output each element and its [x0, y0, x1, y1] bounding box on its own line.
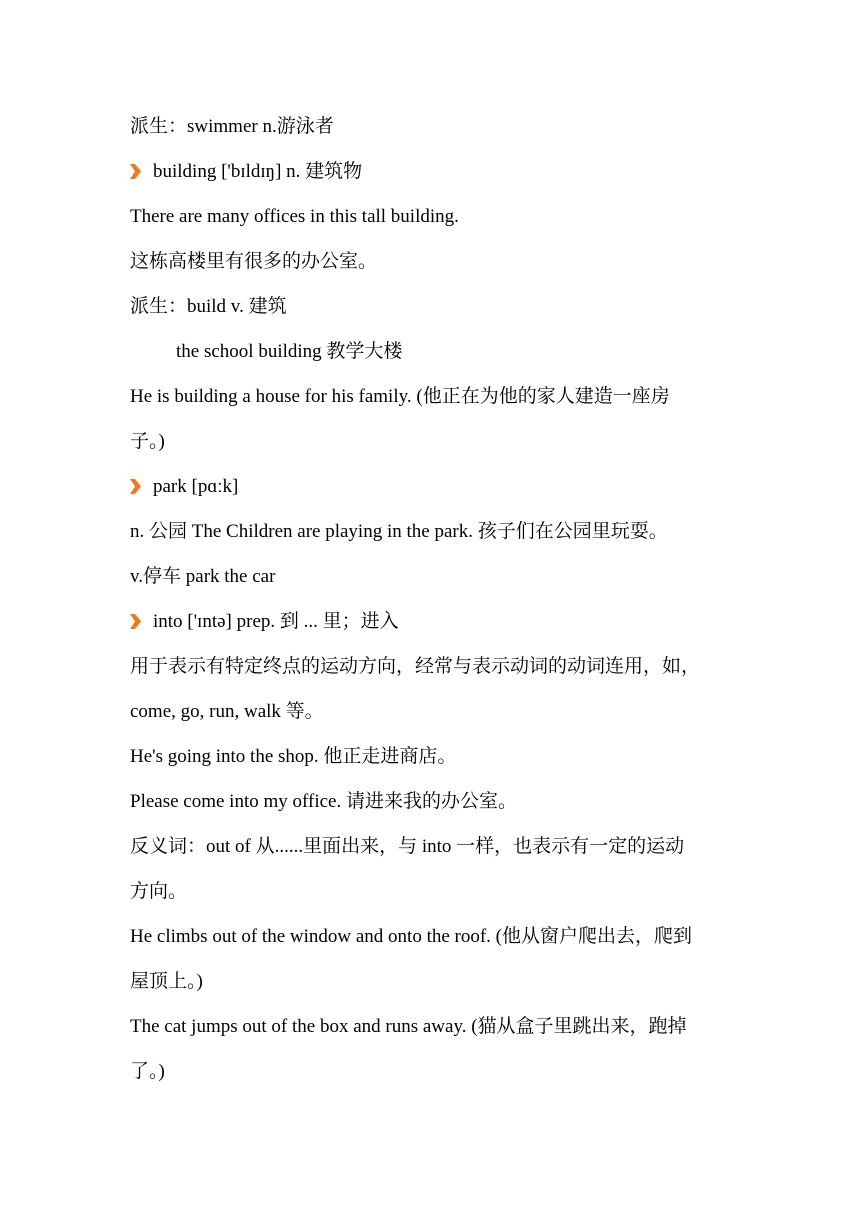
- vocab-heading-into: into ['ɪntə] prep. 到 ... 里；进入: [130, 610, 740, 634]
- example-sentence-climbs-cont: 屋顶上。): [130, 971, 203, 992]
- example-sentence-cat: The cat jumps out of the box and runs away. (猫从盒子里跳出来，跑掉: [130, 1016, 687, 1037]
- example-sentence-into-shop: He's going into the shop. 他正走进商店。: [130, 746, 457, 767]
- arrow-bullet-icon: [130, 614, 141, 629]
- phrase-school-building: the school building 教学大楼: [176, 341, 403, 362]
- vocab-heading-park: park [pɑːk]: [130, 475, 740, 499]
- example-sentence-building-house-cont: 子。): [130, 431, 165, 452]
- example-sentence-building-house: He is building a house for his family. (他正在为他的家人建造一座房: [130, 386, 670, 407]
- example-sentence-climbs: He climbs out of the window and onto the roof. (他从窗户爬出去，爬到: [130, 926, 693, 947]
- example-sentence-zh: 这栋高楼里有很多的办公室。: [130, 251, 378, 272]
- text-line-derivative-build: 派生：build v. 建筑: [130, 296, 287, 317]
- antonym-out-of: 反义词：out of 从......里面出来，与 into 一样，也表示有一定的运动: [130, 836, 685, 857]
- usage-note-into-cont: come, go, run, walk 等。: [130, 701, 324, 722]
- arrow-bullet-icon: [130, 479, 141, 494]
- arrow-bullet-icon: [130, 164, 141, 179]
- antonym-out-of-cont: 方向。: [130, 881, 188, 902]
- vocab-heading-building: building ['bɪldɪŋ] n. 建筑物: [130, 160, 740, 184]
- definition-park-verb: v.停车 park the car: [130, 566, 276, 587]
- text-line-derivative-swimmer: 派生：swimmer n.游泳者: [130, 116, 334, 137]
- example-sentence-en: There are many offices in this tall building.: [130, 206, 459, 227]
- example-sentence-into-office: Please come into my office. 请进来我的办公室。: [130, 791, 517, 812]
- definition-park-noun: n. 公园 The Children are playing in the park. 孩子们在公园里玩耍。: [130, 521, 668, 542]
- example-sentence-cat-cont: 了。): [130, 1061, 165, 1082]
- usage-note-into: 用于表示有特定终点的运动方向，经常与表示动词的动词连用，如，: [130, 656, 701, 677]
